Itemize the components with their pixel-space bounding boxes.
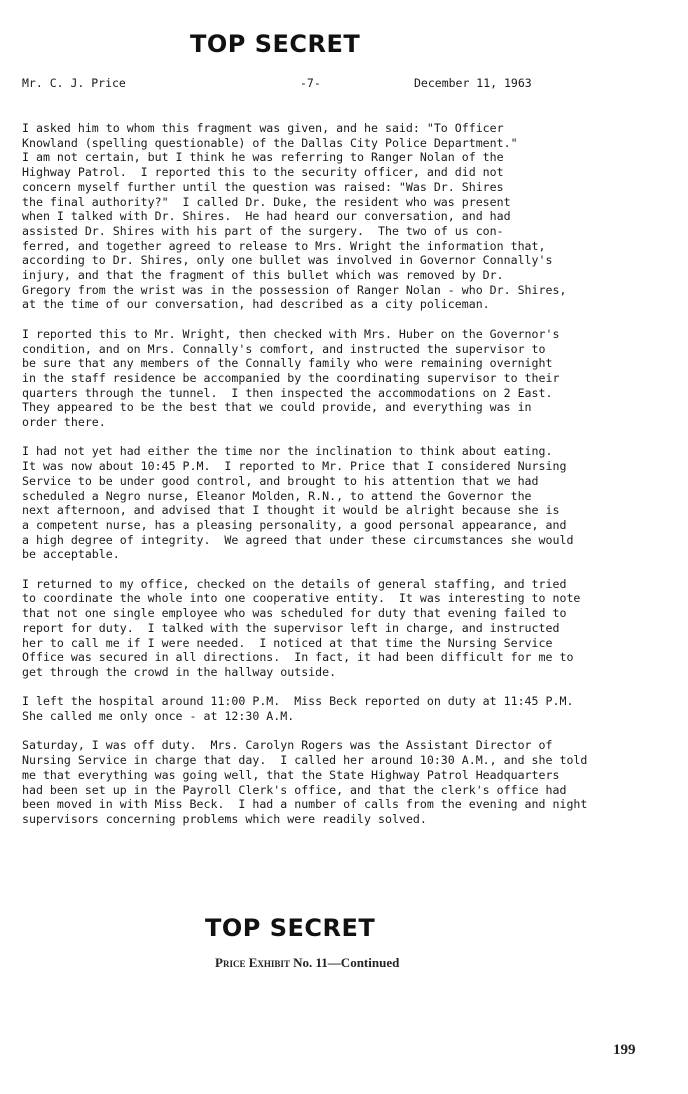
- memo-line: injury, and that the fragment of this bullet which was removed by Dr.: [22, 268, 504, 283]
- memo-body: [22, 121, 652, 841]
- memo-line: be sure that any members of the Connally family who were remaining overnight: [22, 356, 553, 371]
- memo-line: order there.: [22, 415, 106, 430]
- memo-header: [22, 76, 622, 92]
- memo-line: a competent nurse, has a pleasing personality, a good personal appearance, and: [22, 517, 567, 532]
- memo-line: Office was secured in all directions. In fact, it had been difficult for me to: [22, 650, 574, 665]
- memo-line: I had not yet had either the time nor the inclination to think about eating.: [22, 444, 553, 459]
- page-number: 199: [613, 1042, 636, 1058]
- memo-line: Gregory from the wrist was in the possession of Ranger Nolan - who Dr. Shires,: [22, 282, 567, 297]
- memo-line: I asked him to whom this fragment was given, and he said: "To Officer: [22, 121, 504, 135]
- memo-page-number: -7-: [300, 76, 321, 90]
- memo-line: when I talked with Dr. Shires. He had heard our conversation, and had: [22, 209, 511, 224]
- memo-paragraph: [22, 121, 652, 312]
- memo-line: her to call me if I were needed. I noticed at that time the Nursing Service: [22, 635, 553, 650]
- memo-paragraph: [22, 577, 652, 680]
- memo-paragraph: [22, 327, 652, 430]
- memo-line: She called me only once - at 12:30 A.M.: [22, 709, 295, 724]
- memo-line: quarters through the tunnel. I then inspected the accommodations on 2 East.: [22, 385, 553, 400]
- memo-line: been moved in with Miss Beck. I had a number of calls from the evening and night: [22, 797, 588, 812]
- memo-line: be acceptable.: [22, 547, 120, 562]
- exhibit-number: No. 11—Continued: [293, 955, 400, 970]
- memo-line: They appeared to be the best that we could provide, and everything was in: [22, 400, 532, 415]
- memo-line: Nursing Service in charge that day. I called her around 10:30 A.M., and she told: [22, 753, 588, 768]
- memo-line: the final authority?" I called Dr. Duke, the resident who was present: [22, 194, 511, 209]
- memo-line: scheduled a Negro nurse, Eleanor Molden, R.N., to attend the Governor the: [22, 488, 532, 503]
- memo-line: I left the hospital around 11:00 P.M. Miss Beck reported on duty at 11:45 P.M.: [22, 694, 574, 709]
- memo-line: concern myself further until the question was raised: "Was Dr. Shires: [22, 179, 504, 194]
- memo-line: ferred, and together agreed to release to Mrs. Wright the information that,: [22, 238, 546, 253]
- memo-line: Saturday, I was off duty. Mrs. Carolyn Rogers was the Assistant Director of: [22, 738, 553, 753]
- memo-line: supervisors concerning problems which were readily solved.: [22, 811, 427, 826]
- memo-line: to coordinate the whole into one cooperative entity. It was interesting to note: [22, 591, 581, 606]
- memo-line: me that everything was going well, that the State Highway Patrol Headquarters: [22, 767, 560, 782]
- memo-line: at the time of our conversation, had described as a city policeman.: [22, 297, 490, 312]
- memo-line: Highway Patrol. I reported this to the security officer, and did not: [22, 165, 504, 180]
- memo-line: report for duty. I talked with the supervisor left in charge, and instructed: [22, 620, 560, 635]
- top-secret-stamp-bottom: TOP SECRET: [205, 914, 376, 942]
- memo-line: I reported this to Mr. Wright, then checked with Mrs. Huber on the Governor's: [22, 326, 560, 341]
- memo-paragraph: [22, 694, 652, 723]
- memo-line: assisted Dr. Shires with his part of the surgery. The two of us con-: [22, 223, 504, 238]
- memo-line: Knowland (spelling questionable) of the Dallas City Police Department.": [22, 135, 518, 150]
- memo-date: December 11, 1963: [414, 76, 532, 90]
- top-secret-stamp: TOP SECRET: [190, 30, 361, 58]
- exhibit-caption: [215, 955, 399, 971]
- memo-line: next afternoon, and advised that I thought it would be alright because she is: [22, 503, 560, 518]
- memo-line: according to Dr. Shires, only one bullet was involved in Governor Connally's: [22, 253, 553, 268]
- memo-paragraph: [22, 444, 652, 562]
- memo-paragraph: [22, 738, 652, 826]
- memo-recipient: Mr. C. J. Price: [22, 76, 126, 90]
- memo-line: I returned to my office, checked on the details of general staffing, and tried: [22, 576, 567, 591]
- memo-line: I am not certain, but I think he was referring to Ranger Nolan of the: [22, 150, 504, 165]
- memo-line: get through the crowd in the hallway outside.: [22, 664, 337, 679]
- exhibit-label: Price Exhibit: [215, 955, 290, 970]
- memo-line: in the staff residence be accompanied by the coordinating supervisor to their: [22, 370, 560, 385]
- memo-line: It was now about 10:45 P.M. I reported to Mr. Price that I considered Nursing: [22, 459, 567, 474]
- memo-line: condition, and on Mrs. Connally's comfort, and instructed the supervisor to: [22, 341, 546, 356]
- memo-line: had been set up in the Payroll Clerk's office, and that the clerk's office had: [22, 782, 567, 797]
- memo-line: a high degree of integrity. We agreed that under these circumstances she would: [22, 532, 574, 547]
- memo-line: that not one single employee who was scheduled for duty that evening failed to: [22, 606, 567, 621]
- memo-line: Service to be under good control, and brought to his attention that we had: [22, 473, 539, 488]
